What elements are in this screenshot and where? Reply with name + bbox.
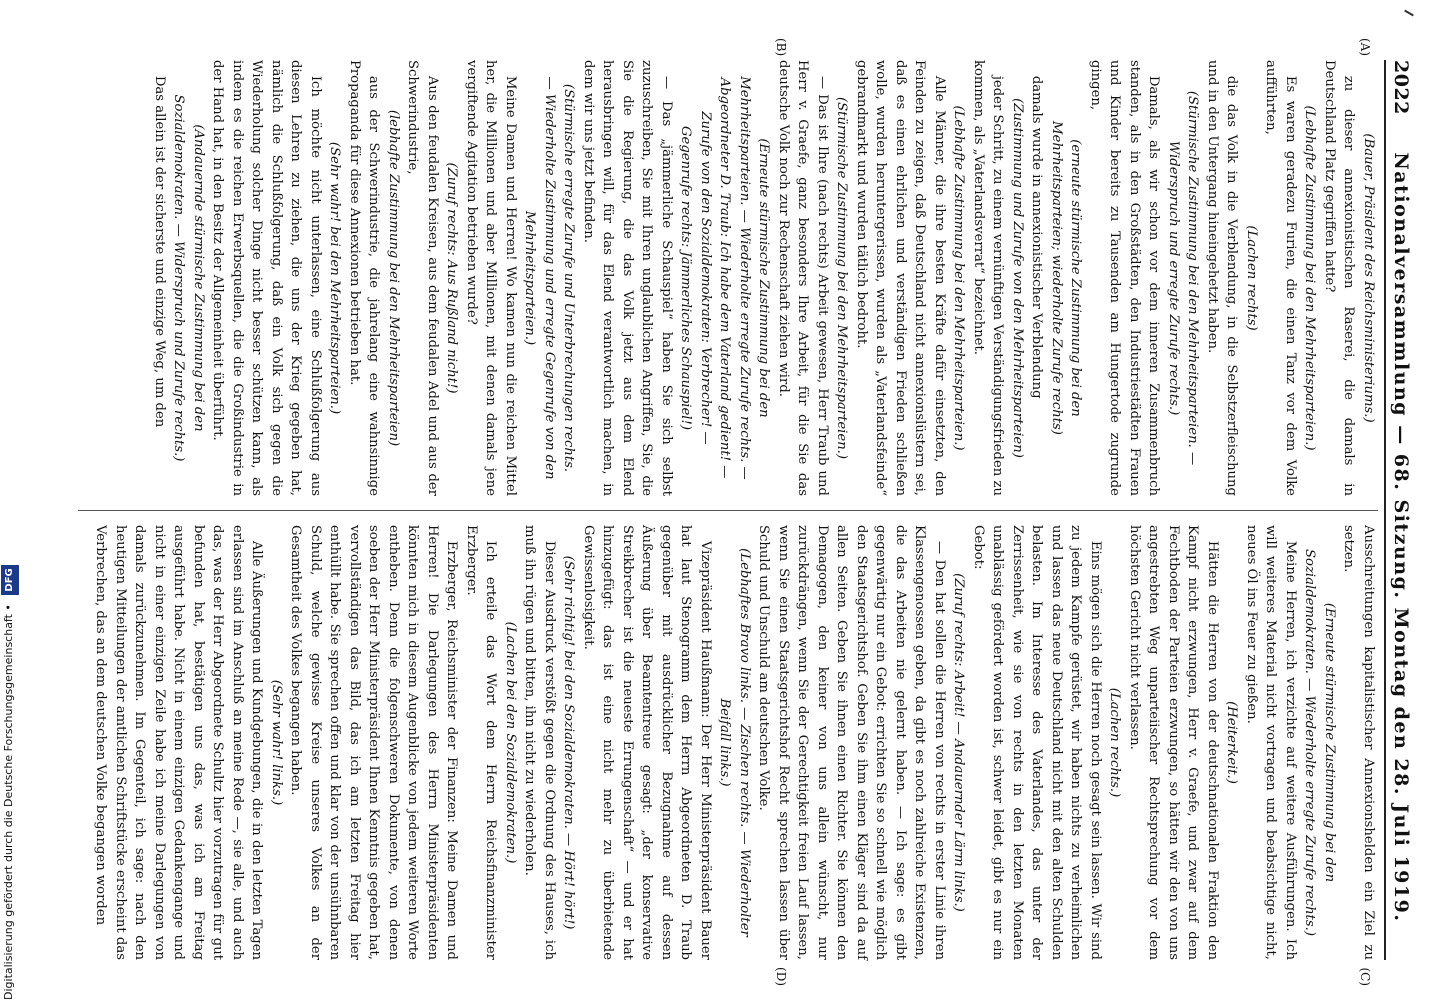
page-title: Nationalversammlung — 68. Sitzung. Montag den 28. Juli 1919. <box>1390 152 1412 923</box>
interjection: (Zuruf rechts: Aus Rußland nicht!) <box>444 162 460 394</box>
paragraph: zu dieser annexionistischen Raserei, die damals in Deutschland Platz gegriffen hatte? <box>1322 60 1357 496</box>
interjection: (Stürmische erregte Zurufe und Unterbrechungen rechts. — Wiederholte Zustimmung und erregte Gegenrufe von den Mehrheitsparteien.) <box>522 76 577 480</box>
paragraph: Ausschreitungen kapitalistischer Annexionshelden ein Ziel zu setzen. <box>1341 525 1376 960</box>
interjection: (Lachen rechts) <box>1244 225 1259 331</box>
interjection: (lebhafte Zustimmung bei den Mehrheitsparteien) <box>386 109 401 447</box>
interjection: (Sehr wahr! bei den Mehrheitsparteien.) <box>327 141 343 415</box>
paragraph: Ich erteile das Wort dem Herrn Reichsfinanzminister Erzberger. <box>464 525 499 960</box>
paragraph: Vizepräsident Haußmann: Der Herr Ministerpräsident Bauer hat laut Stenogramm dem Herrn Abgeordneten D. Traub gegenüber mit ausdrücklicher Bezugnahme auf dessen Äußerung über Beamtentreue gesagt: „der konservative Streikbrecher ist die neueste Errungenschaft“ — und er hat hinzugefügt: das ist eine nicht mehr zu überbietende Gewissenlosigkeit. <box>581 525 713 960</box>
left-column <box>78 60 1378 510</box>
right-column <box>78 510 1378 960</box>
paragraph: Es waren geradezu Furien, die einen Tanz vor dem Volke aufführten, <box>1263 60 1298 496</box>
interjection: (Lebhafte Zustimmung bei den Mehrheitsparteien.) <box>951 105 967 451</box>
interjection: (Zuruf rechts: Arbeit! — Andauernder Lärm links.) <box>951 573 967 912</box>
margin-mark-c: (C) <box>1358 967 1372 986</box>
interjection: (Andauernde stürmische Zustimmung bei den Sozialdemokraten. — Widerspruch und Zurufe rechts.) <box>171 94 206 462</box>
paragraph: — Das ist Ihre (nach rechts) Arbeit gewesen, Herr Traub und Herr v. Graefe, ganz besonders Ihre Arbeit, für die Sie das deutsche Volk noch zur Rechenschaft ziehen wird. <box>776 60 830 496</box>
page-number: 2022 <box>1390 60 1412 115</box>
paragraph: die das Volk in die Verblendung, in die Selbstzerfleischung und in den Untergang hineingehetzt haben. <box>1205 60 1240 496</box>
interjection: (Erneute stürmische Zustimmung bei den Mehrheitsparteien. — Wiederholte erregte Zurufe rechts. — Abgeordneter D. Traub: Ich habe dem Vaterland gedient! — Zurufe von den Sozialdemokraten: Verbrecher! — Gegenrufe rechts: Jämmerliches Schauspiel!) <box>678 76 772 480</box>
paragraph: Eins mögen sich die Herren noch gesagt sein lassen. Wir sind zu jedem Kampfe gerüstet, wir haben nichts zu verheimlichen und lassen das neue Deutschland nicht mit den alten Schulden belasten. Im Interesse des Vaterlandes, das unter der Zerrissenheit, wie sie von rechts in den letzten Monaten unablässig gefördert worden ist, schwer leidet, gibt es nur ein Gebot: <box>971 525 1103 960</box>
paragraph: Meine Herren, ich verzichte auf weitere Ausführungen. Ich will weiteres Material nicht vortragen und beabsichtige nicht, neues Öl ins Feuer zu gießen. <box>1244 525 1298 960</box>
paragraph: Das allein ist der sicherste und einzige Weg, um den <box>152 75 167 428</box>
paragraph: — Das „jämmerliche Schauspiel“ haben Sie sich selbst zuzuschreiben, Sie mit Ihren unglaublichen Angriffen, Sie, die Sie die Regierung, die das Volk jetzt aus dem Elend herausbringen will, für das Elend verantwortlich machen, in dem wir uns jetzt befinden. <box>581 60 674 496</box>
margin-mark-a: (A) <box>1358 38 1372 57</box>
paragraph: Hätten die Herren von der deutschnationalen Fraktion den Kampf nicht erzwungen, Herr v. Graefe, und zwar auf dem Fechtboden der Parteien erzwungen, so hätten wir den von uns angestrebten Weg unparteiischer Rechtsprechung vor dem höchsten Gericht nicht verlassen. <box>1127 525 1220 960</box>
interjection: (Lachen bei den Sozialdemokraten.) <box>503 621 518 864</box>
paragraph: Dieser Ausdruck verstößt gegen die Ordnung des Hauses, ich muß ihn rügen und bitten, ihn nicht zu wiederholen. <box>522 525 557 960</box>
interjection: (Zustimmung und Zurufe von den Mehrheitsparteien) <box>1010 98 1025 458</box>
paragraph: Ich möchte nicht unterlassen, eine Schlußfolgerung aus diesen Lehren zu ziehen, die uns der Krieg gegeben hat, nämlich die Schlußfolgerung, daß ein Volk sich gegen die Wiederholung solcher Dinge nicht besser schützen kann, als indem es die reichen Erwerbsquellen, die die Großindustrie in der Hand hat, in den Besitz der Allgemeinheit überführt. <box>210 60 323 496</box>
interjection: (Sehr richtig! bei den Sozialdemokraten. — Hört! hört!) <box>561 555 577 930</box>
paragraph: Damals, als wir schon vor dem inneren Zusammenbruch standen, als in den Großstädten, den Industriestädten Frauen und Kinder bereits zu Tausenden am Hungertode zugrunde gingen, <box>1088 60 1162 496</box>
digitization-footer <box>0 0 18 1000</box>
paragraph: Alle Männer, die ihre besten Kräfte dafür einsetzten, den Feinden zu zeigen, daß Deutschland nicht annexionslüstern sei, daß es einen ehrlichen und verständigen Frieden schließen wolle, wurden heruntergerissen, wurden als „Vaterlandsfeinde“ gebrandmarkt und wurden tätlich bedroht. <box>854 60 947 496</box>
paragraph: damals wurde in annexionistischer Verblendung <box>1029 75 1045 399</box>
interjection: (erneute stürmische Zustimmung bei den Mehrheitsparteien; wiederholte Zurufe rechts) <box>1049 121 1084 435</box>
interjection: (Lebhafte Zustimmung bei den Mehrheitsparteien.) <box>1302 105 1318 451</box>
paragraph: jeder Schritt, zu einem vernünftigen Verständigungsfrieden zu kommen, als „Vaterlandsverrat“ bezeichnet. <box>971 60 1006 496</box>
paragraph: Meine Damen und Herren! Wo kamen nun die reichen Mittel her, die Millionen und aber Millionen, mit denen damals jene vergiftende Agitation betrieben wurde? <box>464 60 518 496</box>
interjection: (Bauer, Präsident des Reichsministeriums.) <box>1361 133 1376 423</box>
interjection: (Lachen rechts.) <box>1107 687 1123 798</box>
margin-mark-b: (B) <box>774 38 788 57</box>
paragraph: — Den hat sollen die Herren von rechts in erster Linie ihren Klassengenossen geben, da gibt es noch zahlreiche Existenzen, die das Arbeiten nie gelernt haben. — Ich sage: es gibt gegenwärtig nur ein Gebot: errichten Sie so schnell wie möglich den Staatsgerichtshof. Geben Sie ihm einen Kläger sind da auf allen Seiten. Geben Sie ihnen einen Richter. Sie können den Demagogen, den keiner von uns allein wünscht, nur zurückdrängen, wenn Sie der Gerechtigkeit freien Lauf lassen, wenn Sie einen Staatsgerichtshof Recht sprechen lassen über Schuld und Unschuld am deutschen Volke. <box>756 525 947 960</box>
page-header <box>1384 60 1412 960</box>
interjection: (Lebhaftes Bravo links. — Zischen rechts. — Wiederholter Beifall links.) <box>717 548 752 937</box>
interjection: (Sehr wahr! links.) <box>269 679 284 806</box>
interjection: (Erneute stürmische Zustimmung bei den Sozialdemokraten. — Wiederholte erregte Zurufe rechts.) <box>1302 549 1337 936</box>
interjection: (Stürmische Zustimmung bei den Mehrheitsparteien.) <box>834 96 850 460</box>
paragraph: Aus den feudalen Kreisen, aus dem feudalen Adel und aus der Schwerindustrie, <box>405 60 440 496</box>
footer-text: Digitalisierung gefördert durch die Deutsche Forschungsgemeinschaft • <box>2 604 15 1000</box>
margin-mark-d: (D) <box>774 967 788 986</box>
paragraph: Alle Äußerungen und Kundgebungen, die in den letzten Tagen erlassen sind im Anschluß an meine Rede —, sie alle, und auch das, was der Herr Abgeordnete Schultz hier vorzutragen für gut befunden hat, bestätigen uns das, was ich am Freitag ausgeführt habe. Nicht in einem einzigen Gedankengange und nicht in einer einzigen Zeile habe ich meine Darlegungen von damals zurückzunehmen. Im Gegenteil, ich sage: nach den heutigen Mitteilungen der amtlichen Schriftstücke erscheint das Verbrechen, das an dem deutschen Volke begangen worden <box>93 525 265 960</box>
text-columns <box>78 38 1378 986</box>
dfg-logo: DFG <box>1 565 19 594</box>
paragraph: aus der Schwerindustrie, die jahrelang eine wahnsinnige Propaganda für diese Annexionen betrieben hat. <box>347 60 382 496</box>
interjection: (Stürmische Zustimmung bei den Mehrheitsparteien. — Widerspruch und erregte Zurufe rechts.) <box>1166 90 1201 466</box>
interjection: (Heiterkeit.) <box>1224 701 1240 784</box>
paragraph: Erzberger, Reichsminister der Finanzen: Meine Damen und Herren! Die Darlegungen des Herrn Ministerpräsidenten könnten mich in diesem Augenblicke von jedem weiteren Worte entheben. Denn die folgenschweren Dokumente, von denen soeben der Herr Ministerpräsident Ihnen Kenntnis gegeben hat, vervollständigen das Bild, das ich am letzten Freitag hier enthüllt habe. Sie sprechen offen und klar von der unsühnbaren Schuld, welche gewisse Kreise unseres Volkes an der Gesamtheit des Volkes begangen haben. <box>288 525 460 960</box>
